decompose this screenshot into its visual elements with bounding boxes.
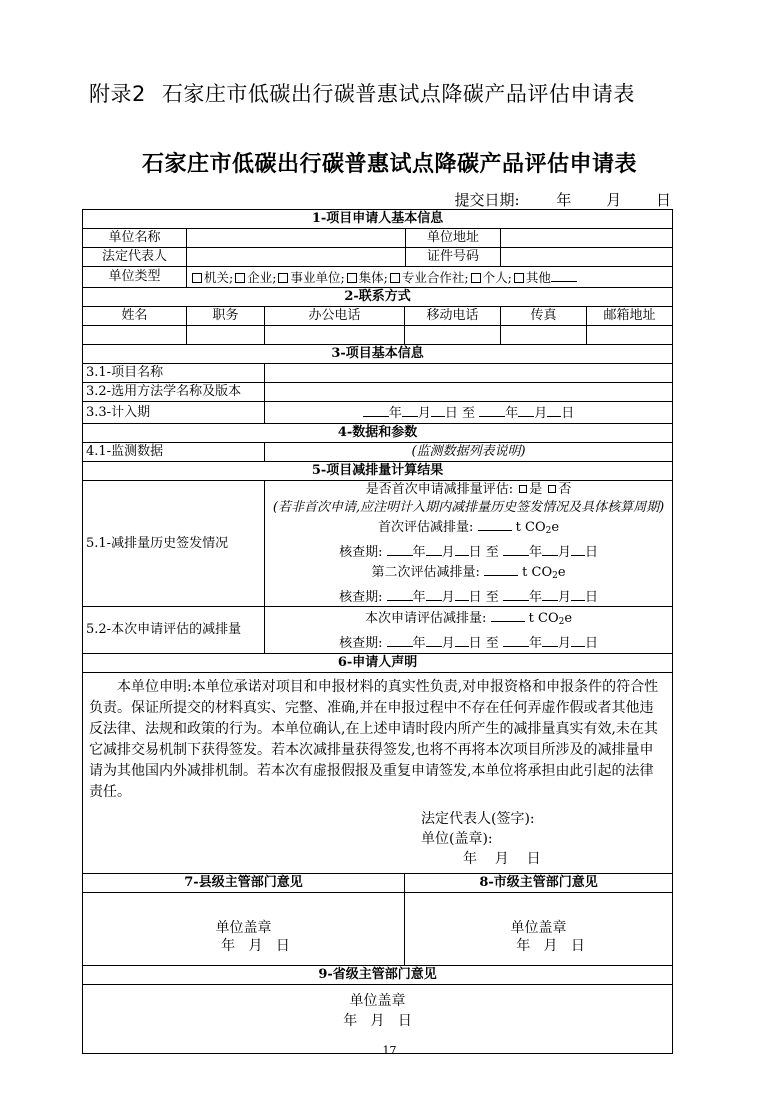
section7-title: 7-县级主管部门意见 <box>83 874 405 893</box>
checkbox-other[interactable] <box>514 273 524 283</box>
declaration-text: 本单位申明:本单位承诺对项目和申报材料的真实性负责,对申报资格和申报条件的符合性负责。保证所提交的材料真实、完整、准确,并在申报过程中不存在任何弄虚作假或者其他违反法律、法规和政策的行为。本单位确认,在上述申请时段内所产生的减排量真实有效,未在其它减排交易机制下获得签发。若本次减排量获得签发,也将不再将本次项目所涉及的减排量申请为其他国内外减排机制。若本次有虚报假报及重复申请签发,本单位将承担由此引起的法律责任。 <box>89 679 659 800</box>
province-seal: 单位盖章 <box>349 993 406 1009</box>
county-opinion-field[interactable] <box>83 893 405 966</box>
contact-position-field[interactable] <box>187 326 265 345</box>
type-coop: 专业合作社; <box>401 270 469 285</box>
first-eval-question: 是否首次申请减排量评估: 是 否 <box>365 482 572 497</box>
contact-header-email: 邮箱地址 <box>587 307 673 326</box>
unit-address-label: 单位地址 <box>405 229 500 247</box>
unit-type-options <box>187 267 673 288</box>
yes-checkbox[interactable] <box>519 485 527 493</box>
unit-seal-line[interactable]: 单位(盖章): <box>421 831 493 847</box>
period-label: 3.3-计入期 <box>83 402 265 424</box>
checkbox-enterprise[interactable] <box>235 273 245 283</box>
monitor-data-label: 4.1-监测数据 <box>83 443 265 462</box>
page-number: 17 <box>382 1044 397 1057</box>
checkbox-coop[interactable] <box>390 273 400 283</box>
type-gov: 机关; <box>204 270 234 285</box>
contact-name-field[interactable] <box>83 326 187 345</box>
other-blank[interactable] <box>551 267 577 282</box>
declaration-date: 年 月 日 <box>463 851 541 867</box>
contact-email-field[interactable] <box>587 326 673 345</box>
contact-header-position: 职务 <box>187 307 265 326</box>
second-eval-amount[interactable]: 第二次评估减排量: t $CO_2e$ <box>269 561 668 586</box>
checkbox-collective[interactable] <box>347 273 357 283</box>
city-opinion-field[interactable] <box>405 893 673 966</box>
section6-title: 6-申请人声明 <box>83 654 673 673</box>
section4-title: 4-数据和参数 <box>83 424 673 443</box>
submit-date <box>455 189 671 210</box>
project-name-label: 3.1-项目名称 <box>83 364 265 383</box>
legal-rep-label: 法定代表人 <box>83 248 187 267</box>
type-institution: 事业单位; <box>290 270 345 285</box>
submit-date-month: 月 <box>606 191 622 209</box>
county-seal: 单位盖章 <box>215 920 272 936</box>
checkbox-gov[interactable] <box>192 273 202 283</box>
submit-date-year: 年 <box>556 191 572 209</box>
contact-header-office-phone: 办公电话 <box>265 307 405 326</box>
history-note: (若非首次申请,应注明计入期内减排量历史签发情况及具体核算周期) <box>272 499 665 515</box>
section2-title: 2-联系方式 <box>83 288 673 307</box>
contact-office-phone-field[interactable] <box>265 326 405 345</box>
city-date: 年 月 日 <box>516 938 585 954</box>
submit-date-day: 日 <box>655 191 671 209</box>
no-checkbox[interactable] <box>548 485 556 493</box>
checkbox-institution[interactable] <box>278 273 288 283</box>
checkbox-individual[interactable] <box>471 273 481 283</box>
contact-header-fax: 传真 <box>501 307 587 326</box>
second-check-period[interactable]: 核查期: 年 月 日 至 年 月 日 <box>269 586 668 607</box>
document-title: 石家庄市低碳出行碳普惠试点降碳产品评估申请表 <box>141 152 637 177</box>
county-date: 年 月 日 <box>221 938 290 954</box>
section9-title: 9-省级主管部门意见 <box>83 966 673 985</box>
period-field[interactable]: 年 月 日 至 年 月 日 <box>265 402 673 424</box>
history-content <box>265 481 673 607</box>
history-label: 5.1-减排量历史签发情况 <box>83 481 265 607</box>
first-check-period[interactable]: 核查期: 年 月 日 至 年 月 日 <box>269 541 668 562</box>
method-label: 3.2-选用方法学名称及版本 <box>83 383 265 402</box>
current-content <box>265 607 673 654</box>
contact-header-mobile: 移动电话 <box>405 307 501 326</box>
section3-title: 3-项目基本信息 <box>83 345 673 364</box>
declaration-cell <box>83 673 673 874</box>
province-date: 年 月 日 <box>343 1013 412 1029</box>
unit-name-label: 单位名称 <box>83 229 187 248</box>
current-label: 5.2-本次申请评估的减排量 <box>83 607 265 654</box>
city-seal: 单位盖章 <box>510 920 567 936</box>
type-enterprise: 企业; <box>247 270 277 285</box>
contact-header-name: 姓名 <box>83 307 187 326</box>
method-field[interactable] <box>265 383 673 402</box>
type-other: 其他 <box>525 270 551 285</box>
section8-title: 8-市级主管部门意见 <box>405 874 673 893</box>
section1-title: 1-项目申请人基本信息 <box>83 210 673 229</box>
appendix-title: 石家庄市低碳出行碳普惠试点降碳产品评估申请表 <box>161 82 635 106</box>
cert-no-field[interactable] <box>501 248 673 267</box>
contact-mobile-field[interactable] <box>405 326 501 345</box>
legal-rep-field[interactable] <box>187 248 501 267</box>
unit-type-label: 单位类型 <box>83 267 187 288</box>
monitor-data-note[interactable]: (监测数据列表说明) <box>265 443 673 462</box>
first-eval-amount[interactable]: 首次评估减排量: t $CO_2e$ <box>269 516 668 541</box>
appendix-heading <box>89 78 635 108</box>
unit-address-field[interactable] <box>501 229 673 248</box>
cert-no-label: 证件号码 <box>405 248 500 266</box>
unit-name-field[interactable] <box>187 229 501 248</box>
submit-date-label: 提交日期: <box>454 191 520 209</box>
project-name-field[interactable] <box>265 364 673 383</box>
legal-sign-line[interactable]: 法定代表人(签字): <box>421 811 535 827</box>
application-form <box>82 209 673 1054</box>
appendix-label: 附录2 <box>89 82 146 106</box>
contact-fax-field[interactable] <box>501 326 587 345</box>
type-collective: 集体; <box>358 270 388 285</box>
current-eval-amount[interactable]: 本次申请评估减排量: t $CO_2e$ <box>268 607 669 632</box>
section5-title: 5-项目减排量计算结果 <box>83 462 673 481</box>
type-individual: 个人; <box>482 270 512 285</box>
current-check-period[interactable]: 核查期: 年 月 日 至 年 月 日 <box>268 632 669 653</box>
